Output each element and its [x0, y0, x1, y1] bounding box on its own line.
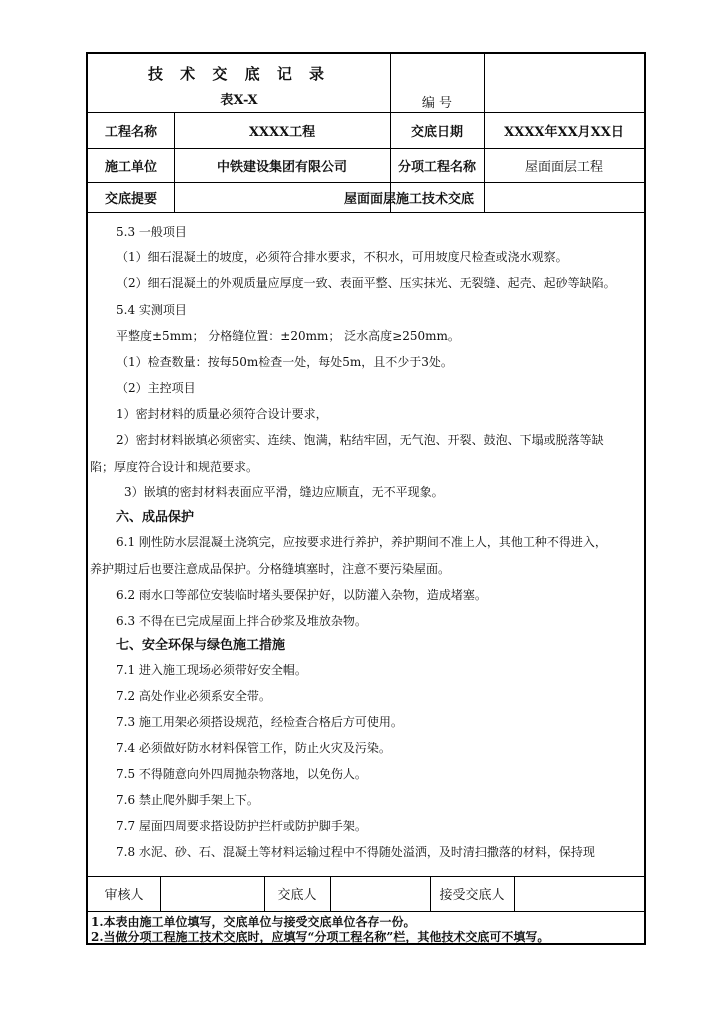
row-divider [88, 212, 644, 213]
content-line: 7.8 水泥、砂、石、混凝土等材料运输过程中不得随处溢洒，及时清扫撒落的材料，保持现 [116, 845, 595, 859]
receiver-value [514, 876, 644, 911]
note-2: 2.当做分项工程施工技术交底时，应填写“分项工程名称”栏，其他技术交底可不填写。 [91, 930, 550, 944]
content-line: 7.7 屋面四周要求搭设防护拦杆或防护脚手架。 [116, 819, 367, 833]
sub-project-value: 屋面面层工程 [524, 159, 603, 175]
content-line: 1）密封材料的质量必须符合设计要求， [116, 407, 328, 421]
content-line: 5.4 实测项目 [116, 303, 187, 317]
reviewer-label: 审核人 [104, 888, 144, 903]
content-line: 养护期过后也要注意成品保护。分格缝填塞时，注意不要污染屋面。 [90, 562, 451, 576]
summary-value: 屋面面层施工技术交底 [343, 191, 474, 207]
content-line: 7.3 施工用架必须搭设规范，经检查合格后方可使用。 [116, 715, 403, 729]
content-line: 3）嵌填的密封材料表面应平滑，缝边应顺直，无不平现象。 [124, 485, 444, 499]
form-title: 技 术 交 底 记 录 [147, 64, 331, 83]
row-divider [88, 911, 644, 912]
receiver-label: 接受交底人 [439, 888, 505, 903]
form-subtitle: 表X-X [220, 92, 258, 108]
reviewer-value [160, 876, 264, 911]
sub-project-label: 分项工程名称 [397, 159, 476, 175]
content-line: 7.6 禁止爬外脚手架上下。 [116, 793, 259, 807]
content-line: 7.2 高处作业必须系安全带。 [116, 689, 271, 703]
content-line: （1）检查数量：按每50m检查一处，每处5m，且不少于3处。 [116, 355, 453, 369]
content-line: （1）细石混凝土的坡度，必须符合排水要求，不积水，可用坡度尺检查或浇水观察。 [116, 250, 568, 264]
content-line: （2）主控项目 [116, 381, 196, 395]
disclosure-content [88, 214, 644, 874]
number-label: 编 号 [421, 95, 453, 111]
content-line: 7.5 不得随意向外四周抛杂物落地，以免伤人。 [116, 767, 367, 781]
project-name-value: XXXX工程 [248, 124, 316, 140]
content-line: 6.2 雨水口等部位安装临时堵头要保护好，以防灌入杂物，造成堵塞。 [116, 588, 487, 602]
presenter-value [330, 876, 430, 911]
content-line: （2）细石混凝土的外观质量应厚度一致、表面平整、压实抹光、无裂缝、起壳、起砂等缺陷。 [116, 276, 616, 290]
content-line: 7.1 进入施工现场必须带好安全帽。 [116, 663, 307, 677]
note-1: 1.本表由施工单位填写，交底单位与接受交底单位各存一份。 [91, 915, 416, 929]
unit-value: 中铁建设集团有限公司 [216, 159, 347, 175]
content-line: 5.3 一般项目 [116, 225, 187, 239]
date-label: 交底日期 [410, 124, 463, 140]
content-line: 6.1 刚性防水层混凝土浇筑完，应按要求进行养护，养护期间不准上人，其他工种不得进入， [116, 535, 607, 549]
presenter-label: 交底人 [277, 888, 317, 903]
technical-disclosure-form [86, 52, 646, 945]
content-line: 平整度±5mm； 分格缝位置：±20mm； 泛水高度≥250mm。 [116, 329, 460, 343]
content-line: 陷；厚度符合设计和规范要求。 [90, 460, 259, 474]
content-line: 2）密封材料嵌填必须密实、连续、饱满，粘结牢固，无气泡、开裂、鼓泡、下塌或脱落等缺 [116, 433, 604, 447]
section-heading-7: 七、安全环保与绿色施工措施 [116, 638, 286, 653]
summary-label: 交底提要 [104, 191, 157, 207]
date-value: XXXX年XX月XX日 [504, 124, 624, 140]
content-line: 6.3 不得在已完成屋面上拌合砂浆及堆放杂物。 [116, 614, 367, 628]
content-line: 7.4 必须做好防水材料保管工作，防止火灾及污染。 [116, 741, 391, 755]
project-name-label: 工程名称 [104, 124, 157, 140]
section-heading-6: 六、成品保护 [116, 510, 195, 525]
unit-label: 施工单位 [104, 159, 157, 175]
